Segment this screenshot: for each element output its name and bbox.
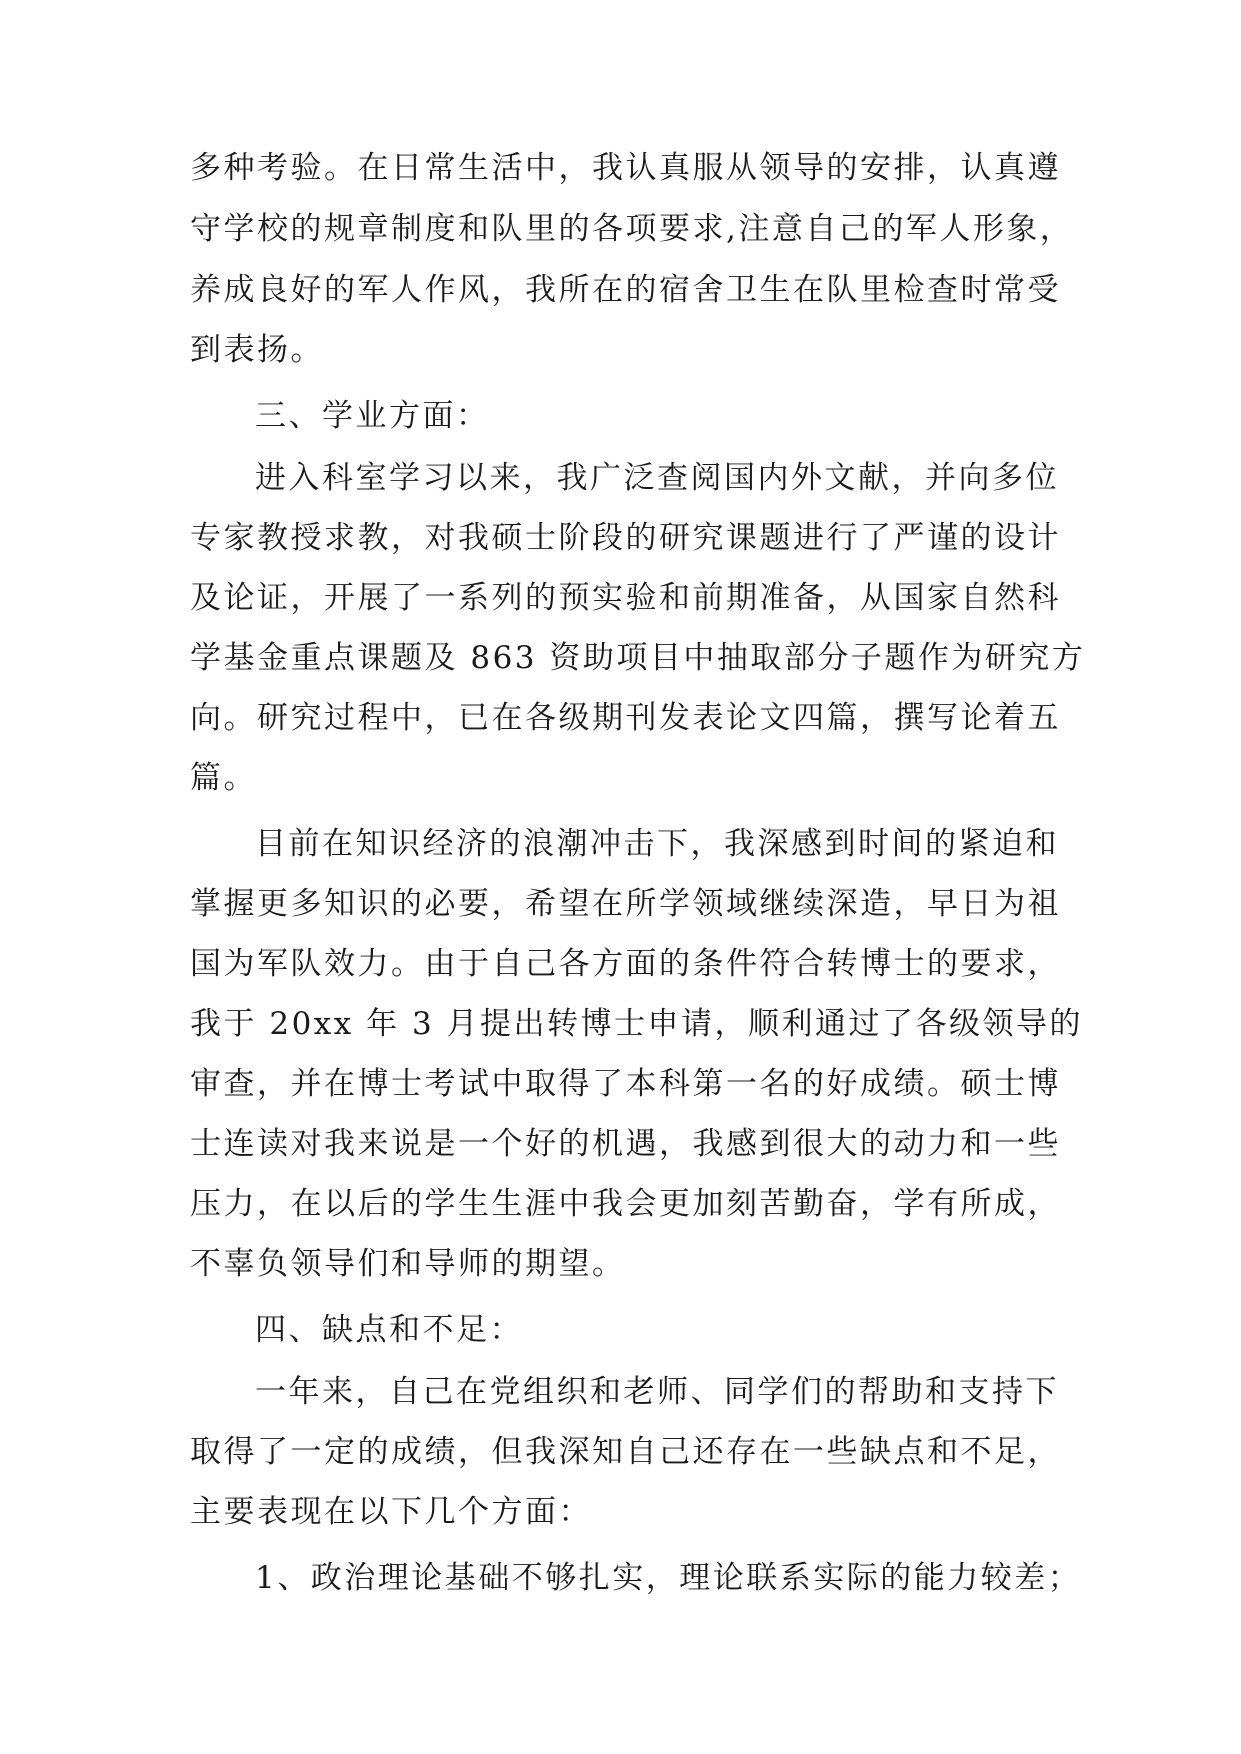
list-item: 1、政治理论基础不够扎实，理论联系实际的能力较差； — [255, 1560, 1082, 1596]
text-line: 一年来，自己在党组织和老师、同学们的帮助和支持下 — [255, 1374, 1059, 1410]
text-line: 向。研究过程中，已在各级期刊发表论文四篇，撰写论着五 — [190, 700, 1061, 736]
text-line: 养成良好的军人作风，我所在的宿舍卫生在队里检查时常受 — [190, 272, 1061, 308]
text-line: 专家教授求教，对我硕士阶段的研究课题进行了严谨的设计 — [190, 520, 1061, 556]
text-line: 多种考验。在日常生活中，我认真服从领导的安排，认真遵 — [190, 150, 1061, 186]
text-line: 守学校的规章制度和队里的各项要求,注意自己的军人形象， — [190, 211, 1074, 247]
text-line: 到表扬。 — [190, 332, 324, 368]
text-line: 进入科室学习以来，我广泛查阅国内外文献，并向多位 — [255, 460, 1059, 496]
text-line: 主要表现在以下几个方面： — [190, 1494, 592, 1530]
text-line: 士连读对我来说是一个好的机遇，我感到很大的动力和一些 — [190, 1126, 1061, 1162]
text-line: 学基金重点课题及 863 资助项目中抽取部分子题作为研究方 — [190, 640, 1086, 676]
text-line: 不辜负领导们和导师的期望。 — [190, 1246, 626, 1282]
text-line: 压力，在以后的学生生涯中我会更加刻苦勤奋，学有所成， — [190, 1186, 1061, 1222]
text-line: 及论证，开展了一系列的预实验和前期准备，从国家自然科 — [190, 580, 1061, 616]
text-line: 国为军队效力。由于自己各方面的条件符合转博士的要求， — [190, 946, 1061, 982]
text-line: 我于 20xx 年 3 月提出转博士申请，顺利通过了各级领导的 — [190, 1006, 1084, 1042]
section-heading: 三、学业方面： — [255, 398, 490, 434]
text-line: 目前在知识经济的浪潮冲击下，我深感到时间的紧迫和 — [255, 826, 1059, 862]
section-heading: 四、缺点和不足： — [255, 1312, 523, 1348]
text-line: 审查，并在博士考试中取得了本科第一名的好成绩。硕士博 — [190, 1066, 1061, 1102]
text-line: 掌握更多知识的必要，希望在所学领域继续深造，早日为祖 — [190, 886, 1061, 922]
text-line: 取得了一定的成绩，但我深知自己还存在一些缺点和不足， — [190, 1434, 1061, 1470]
text-line: 篇。 — [190, 760, 257, 796]
